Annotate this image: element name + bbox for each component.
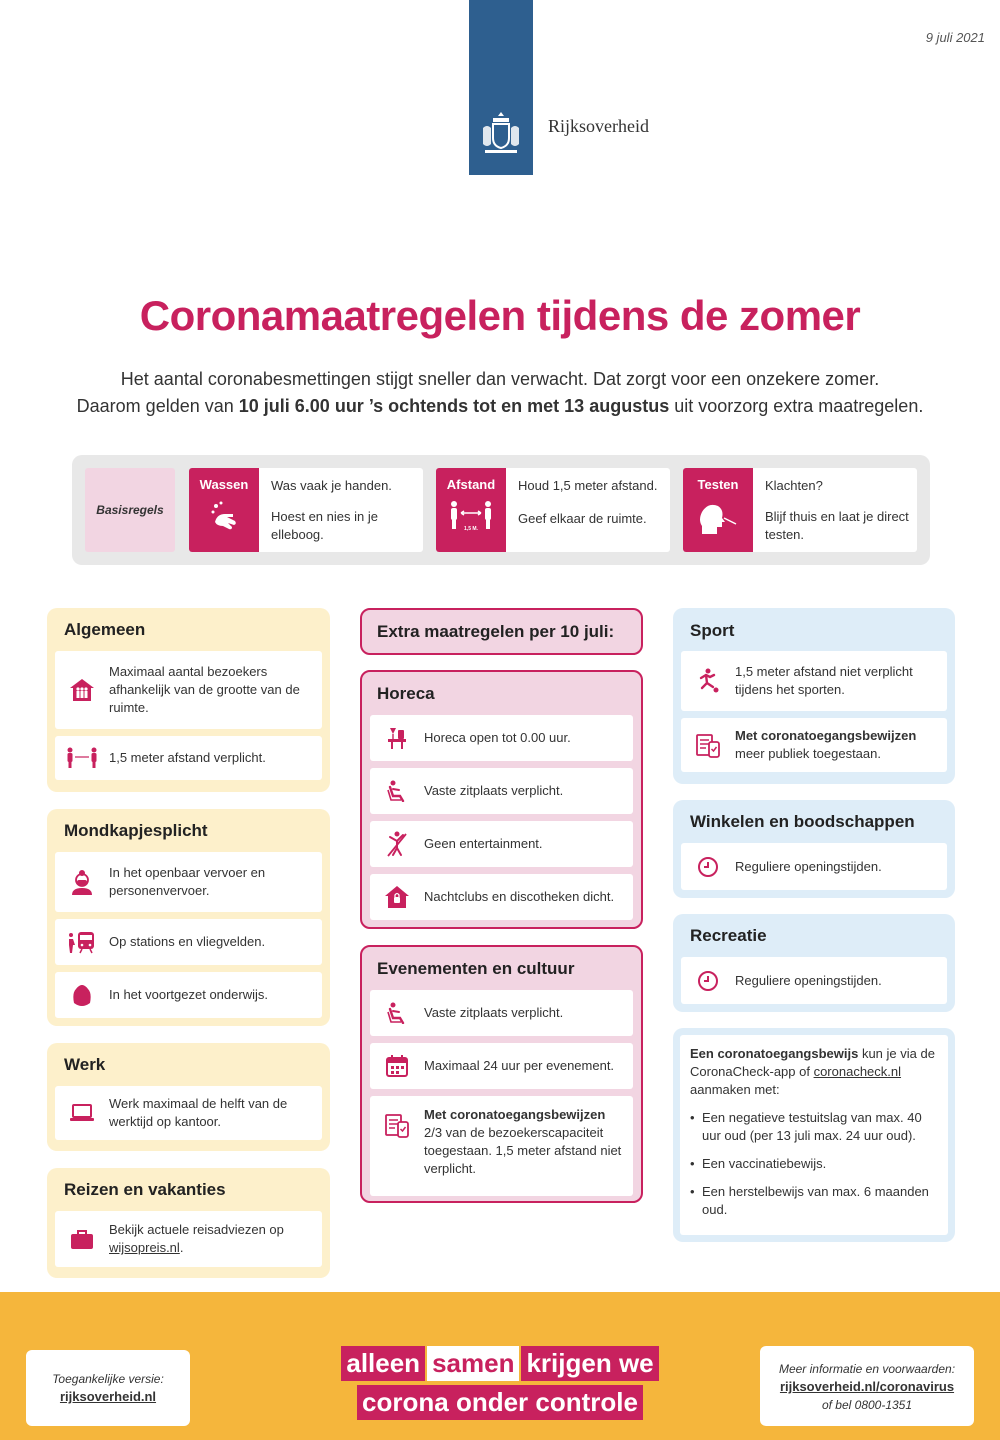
list-item: 1,5 meter afstand verplicht. [55, 736, 322, 780]
calendar-icon [370, 1054, 424, 1078]
extra-banner [360, 608, 643, 655]
rijksoverheid-link[interactable]: rijksoverheid.nl [59, 1389, 157, 1404]
list-item: Op stations en vliegvelden. [55, 919, 322, 965]
list-item: Vaste zitplaats verplicht. [370, 768, 633, 814]
section-title: Sport [690, 621, 735, 640]
distance-icon [55, 747, 109, 769]
list-item: Vaste zitplaats verplicht. [370, 990, 633, 1036]
list-item: Geen entertainment. [370, 821, 633, 867]
bewijs-info: Een coronatoegangsbewijs kun je via de CoronaCheck-app of coronacheck.nl aanmaken met: • Een negatieve testuitslag van max. 40 uur oud (per 13 juli max. 24 uur oud). • Een vaccinatiebewijs. • Een herstelbewijs van max. 6 maanden oud. [680, 1035, 948, 1235]
rule-tag: Wassen [189, 468, 259, 552]
section-werk [47, 1043, 330, 1151]
more-info-box: Meer informatie en voorwaarden: rijksoverheid.nl/coronavirus of bel 0800-1351 [760, 1346, 974, 1426]
rule-testen [683, 468, 917, 552]
list-item: Bekijk actuele reisadviezen op wijsopreis.nl. [55, 1211, 322, 1267]
drinks-icon [370, 726, 424, 750]
distance-icon [448, 500, 494, 534]
section-title: Winkelen en boodschappen [690, 812, 915, 831]
rule-text: Houd 1,5 meter afstand. Geef elkaar de ruimte. [518, 478, 658, 526]
section-reizen [47, 1168, 330, 1278]
section-title: Horeca [377, 684, 435, 703]
list-item: In het openbaar vervoer en personenvervoer. [55, 852, 322, 912]
list-item: • Een vaccinatiebewijs. [690, 1155, 938, 1173]
list-item: Reguliere openingstijden. [681, 843, 947, 890]
date: 9 juli 2021 [925, 30, 985, 45]
coronavirus-link[interactable]: rijksoverheid.nl/coronavirus [779, 1379, 955, 1394]
section-evenementen [360, 945, 643, 1203]
rule-afstand [436, 468, 670, 552]
page-title: Coronamaatregelen tijdens de zomer [139, 292, 861, 339]
wijsopreis-link[interactable]: wijsopreis.nl [109, 1240, 180, 1255]
rule-text: Klachten? Blijf thuis en laat je direct testen. [765, 478, 909, 542]
extra-title: Extra maatregelen per 10 juli: [377, 622, 615, 641]
list-item: In het voortgezet onderwijs. [55, 972, 322, 1018]
accessible-version-box: Toegankelijke versie: rijksoverheid.nl [26, 1350, 190, 1426]
backpack-icon [55, 983, 109, 1007]
section-mondkapjesplicht [47, 809, 330, 1026]
list-item: Nachtclubs en discotheken dicht. [370, 874, 633, 920]
football-player-icon [681, 668, 735, 694]
coronacheck-link[interactable]: coronacheck.nl [813, 1064, 902, 1079]
certificate-phone-icon [681, 732, 735, 758]
section-algemeen [47, 608, 330, 792]
section-title: Evenementen en cultuur [377, 959, 575, 978]
list-item: Met coronatoegangsbewijzen 2/3 van de bezoekerscapaciteit toegestaan. 1,5 meter afstand niet verplicht. [370, 1096, 633, 1196]
train-icon [55, 930, 109, 954]
svg-text:1,5 M.: 1,5 M. [464, 526, 478, 532]
section-title: Algemeen [64, 620, 146, 639]
house-people-icon [55, 678, 109, 702]
section-title: Reizen en vakanties [64, 1180, 226, 1199]
rule-tag: Testen [683, 468, 753, 552]
list-item: Reguliere openingstijden. [681, 957, 947, 1004]
section-horeca [360, 670, 643, 929]
no-entertainment-icon [370, 831, 424, 857]
list-item: Horeca open tot 0.00 uur. [370, 715, 633, 761]
seated-person-icon [370, 1002, 424, 1024]
slogan: alleen samen krijgen we corona onder controle [0, 1346, 1000, 1420]
basisregels-label: Basisregels [85, 468, 175, 552]
section-title: Werk [64, 1055, 106, 1074]
list-item: Werk maximaal de helft van de werktijd op kantoor. [55, 1086, 322, 1140]
section-winkelen [673, 800, 955, 898]
rule-wassen [189, 468, 423, 552]
rule-text: Was vaak je handen. Hoest en nies in je elleboog. [271, 478, 392, 542]
crest-icon [479, 108, 523, 158]
test-swab-icon [696, 500, 740, 536]
section-sport [673, 608, 955, 784]
list-item: 1,5 meter afstand niet verplicht tijdens het sporten. [681, 651, 947, 711]
list-item: • Een herstelbewijs van max. 6 maanden oud. [690, 1183, 938, 1219]
face-mask-icon [55, 869, 109, 895]
logo-band [469, 0, 533, 175]
hand-wash-icon [207, 500, 241, 534]
list-item: Maximaal 24 uur per evenement. [370, 1043, 633, 1089]
section-title: Recreatie [690, 926, 767, 945]
list-item: • Een negatieve testuitslag van max. 40 uur oud (per 13 juli max. 24 uur oud). [690, 1109, 938, 1145]
clock-icon [681, 856, 735, 878]
list-item: Maximaal aantal bezoekers afhankelijk van de grootte van de ruimte. [55, 651, 322, 729]
certificate-phone-icon [370, 1106, 424, 1138]
laptop-icon [55, 1103, 109, 1123]
suitcase-icon [55, 1228, 109, 1250]
clock-icon [681, 970, 735, 992]
closed-house-icon [370, 885, 424, 909]
rule-tag: Afstand 1,5 M. [436, 468, 506, 552]
seated-person-icon [370, 780, 424, 802]
bewijs-list [690, 1109, 938, 1219]
intro-line1: Het aantal coronabesmettingen stijgt sneller dan verwacht. Dat zorgt voor een onzekere zomer. [120, 369, 880, 389]
section-coronatoegangsbewijs [673, 1028, 955, 1242]
intro [0, 366, 1000, 420]
list-item: Met coronatoegangsbewijzen meer publiek toegestaan. [681, 718, 947, 772]
section-title: Mondkapjesplicht [64, 821, 208, 840]
section-recreatie [673, 914, 955, 1012]
intro-line2: Daarom gelden van 10 juli 6.00 uur ’s ochtends tot en met 13 augustus uit voorzorg extra maatregelen. [76, 396, 924, 416]
basisregels-panel [72, 455, 930, 565]
logo-text: Rijksoverheid [548, 116, 649, 136]
